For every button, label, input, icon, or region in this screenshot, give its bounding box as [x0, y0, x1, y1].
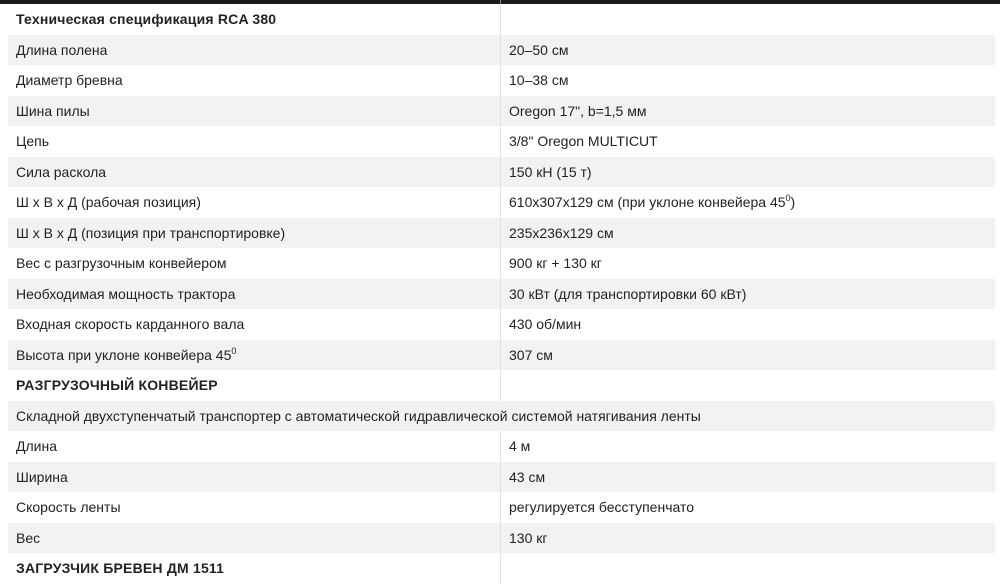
spec-value: 43 см	[501, 462, 996, 493]
spec-label: Вес с разгрузочным конвейером	[8, 248, 501, 279]
spec-value: Oregon 17", b=1,5 мм	[501, 96, 996, 127]
table-row	[8, 35, 995, 66]
table-title-empty-cell	[501, 4, 996, 35]
description-row	[8, 401, 995, 432]
spec-value	[501, 187, 996, 218]
section-heading-row	[8, 370, 995, 401]
conveyor-description: Складной двухступенчатый транспортер с автоматической гидравлической системой натягивания ленты	[8, 401, 995, 432]
spec-value: 430 об/мин	[501, 309, 996, 340]
spec-label: Входная скорость карданного вала	[8, 309, 501, 340]
spec-label: Длина полена	[8, 35, 501, 66]
section-heading-empty-cell	[501, 553, 996, 584]
section-heading-empty-cell	[501, 370, 996, 401]
degree-superscript: 0	[785, 193, 791, 204]
spec-label: Шина пилы	[8, 96, 501, 127]
spec-value: 130 кг	[501, 523, 996, 554]
table-row	[8, 96, 995, 127]
spec-label: Ш х В х Д (рабочая позиция)	[8, 187, 501, 218]
spec-value-suffix: )	[790, 194, 796, 211]
table-row	[8, 309, 995, 340]
table-title: Техническая спецификация RCA 380	[8, 4, 501, 35]
table-row	[8, 65, 995, 96]
spec-value: 4 м	[501, 431, 996, 462]
table-row	[8, 218, 995, 249]
table-row	[8, 492, 995, 523]
spec-value-text: 610х307х129 см (при уклоне конвейера 45	[509, 194, 786, 211]
table-row	[8, 248, 995, 279]
spec-value: 900 кг + 130 кг	[501, 248, 996, 279]
spec-label: Ш х В х Д (позиция при транспортировке)	[8, 218, 501, 249]
spec-value: 307 см	[501, 340, 996, 371]
table-row	[8, 523, 995, 554]
table-row	[8, 340, 995, 371]
spec-value: 235х236х129 см	[501, 218, 996, 249]
loader-heading: ЗАГРУЗЧИК БРЕВЕН ДМ 1511	[8, 553, 501, 584]
table-row	[8, 187, 995, 218]
table-row	[8, 431, 995, 462]
spec-value: 3/8" Oregon MULTICUT	[501, 126, 996, 157]
table-row	[8, 157, 995, 188]
spec-label: Ширина	[8, 462, 501, 493]
spec-label: Диаметр бревна	[8, 65, 501, 96]
spec-value: регулируется бесступенчато	[501, 492, 996, 523]
spec-label: Необходимая мощность трактора	[8, 279, 501, 310]
spec-label-text: Высота при уклоне конвейера 45	[16, 346, 232, 363]
spec-value: 20–50 см	[501, 35, 996, 66]
spec-value: 10–38 см	[501, 65, 996, 96]
table-row	[8, 462, 995, 493]
table-title-row	[8, 4, 995, 35]
table-row	[8, 279, 995, 310]
section-heading-row	[8, 553, 995, 584]
spec-value: 150 кН (15 т)	[501, 157, 996, 188]
table-row	[8, 126, 995, 157]
spec-label: Скорость ленты	[8, 492, 501, 523]
spec-table	[8, 4, 995, 584]
spec-label: Сила раскола	[8, 157, 501, 188]
spec-label	[8, 340, 501, 371]
conveyor-heading: РАЗГРУЗОЧНЫЙ КОНВЕЙЕР	[8, 370, 501, 401]
spec-value: 30 кВт (для транспортировки 60 кВт)	[501, 279, 996, 310]
spec-label: Цепь	[8, 126, 501, 157]
spec-label: Вес	[8, 523, 501, 554]
spec-label: Длина	[8, 431, 501, 462]
degree-superscript: 0	[231, 345, 237, 356]
